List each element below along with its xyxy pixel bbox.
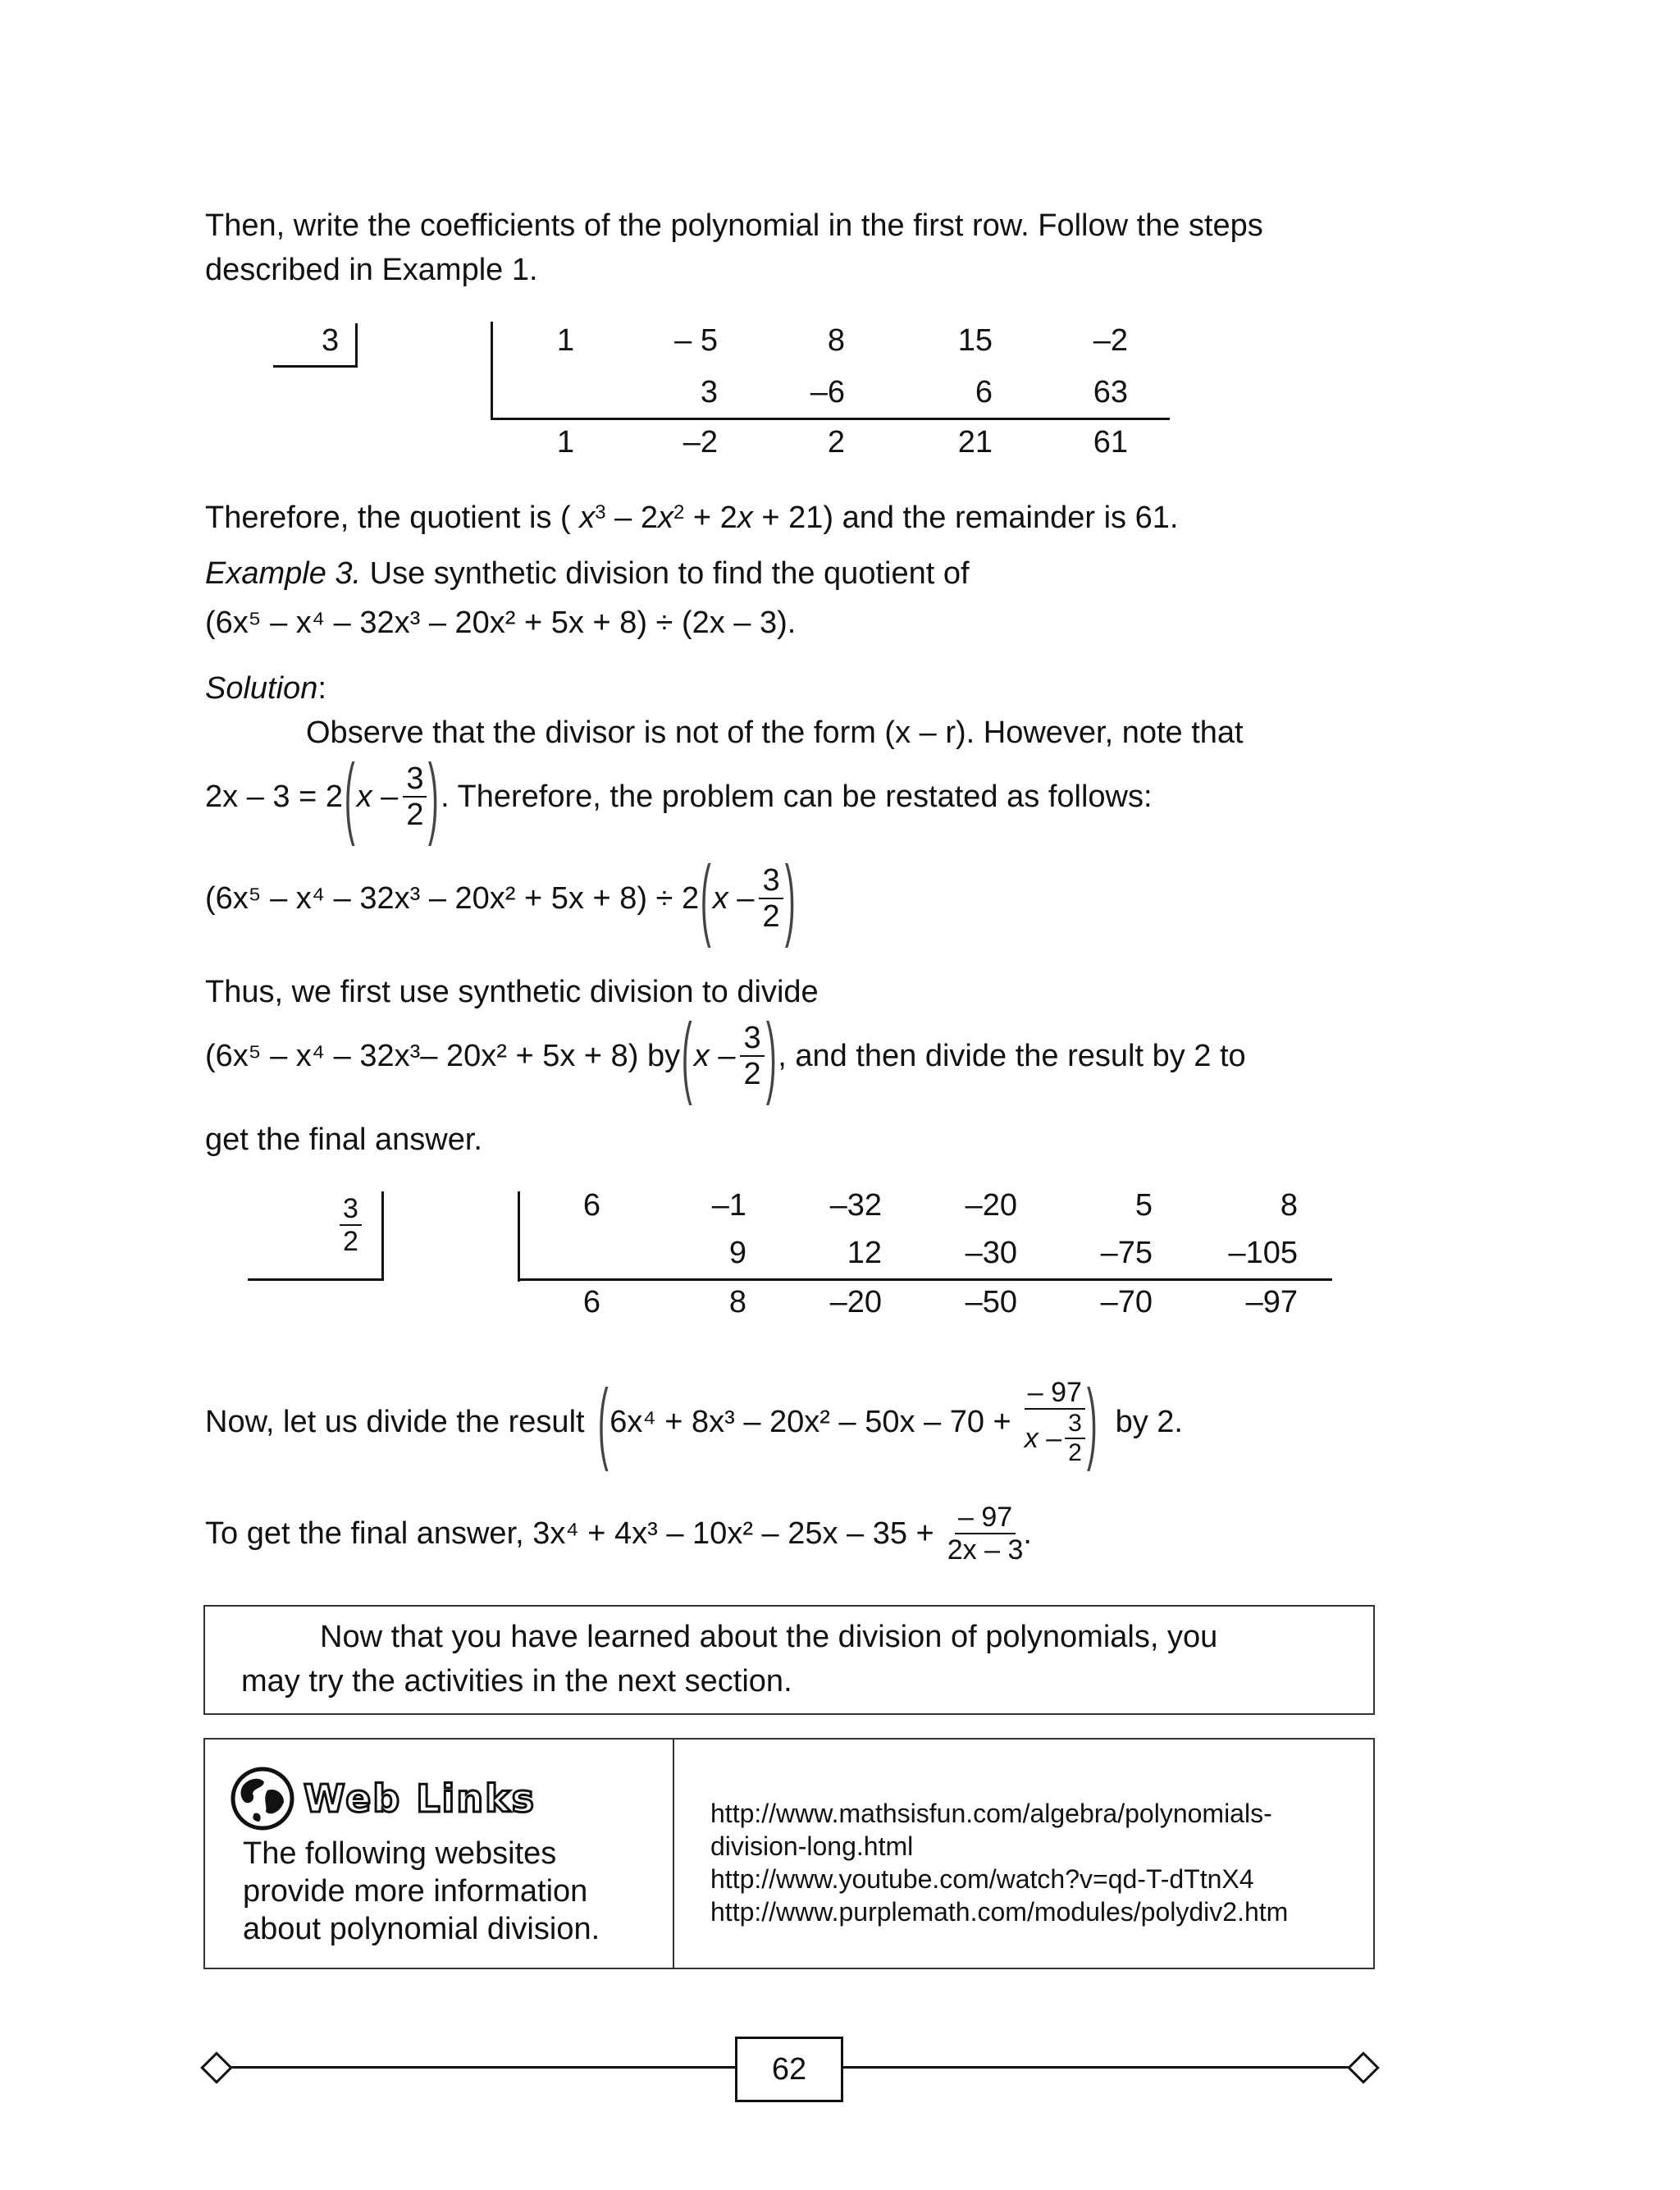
table1-hline bbox=[491, 418, 1170, 420]
t2-r2-c4: –30 bbox=[965, 1236, 1017, 1270]
web-links-title: Web Links bbox=[304, 1776, 536, 1821]
t2-r1-c5: 5 bbox=[1134, 1188, 1153, 1223]
t2-r2-c6: –105 bbox=[1228, 1236, 1298, 1270]
web-links-desc-1: The following websites bbox=[243, 1836, 557, 1871]
note-box bbox=[203, 1605, 1375, 1715]
t2-r2-c2: 9 bbox=[728, 1236, 746, 1270]
t2-r3-c1: 6 bbox=[582, 1285, 600, 1319]
t2-r3-c2: 8 bbox=[728, 1285, 746, 1319]
t1-r3-c2: –2 bbox=[682, 425, 718, 459]
page-number: 62 bbox=[735, 2037, 843, 2102]
footer-diamond-right bbox=[1347, 2051, 1380, 2084]
t1-r2-c2: 3 bbox=[700, 375, 718, 409]
t2-r1-c3: –32 bbox=[829, 1188, 882, 1223]
t2-r2-c3: 12 bbox=[847, 1236, 882, 1270]
globe-icon bbox=[230, 1766, 295, 1831]
therefore-line: Therefore, the quotient is ( $x^3 - 2x^2 + 2x + 21$) and the remainder is 61. bbox=[205, 501, 1179, 535]
web-links-header bbox=[230, 1766, 536, 1831]
divisor-hline bbox=[273, 365, 358, 368]
t2-r3-c3: –20 bbox=[829, 1285, 882, 1319]
divisor-vline bbox=[355, 323, 358, 366]
note-line-2: may try the activities in the next section. bbox=[241, 1664, 792, 1699]
t1-r3-c1: 1 bbox=[556, 425, 574, 459]
link-youtube[interactable]: http://www.youtube.com/watch?v=qd-T-dTtnX4 bbox=[710, 1864, 1254, 1894]
link-mathsisfun[interactable] bbox=[710, 1797, 1272, 1863]
divisor-fraction: $\frac{3}{2}$ bbox=[340, 1195, 362, 1255]
t2-r1-c2: –1 bbox=[711, 1188, 746, 1223]
divide-line: (6x⁵ – x⁴ – 32x³– 20x² + 5x + 8) by ( x – $\frac{3}{2}$ ) , and then divide the result by 2 to bbox=[205, 1005, 1246, 1106]
final-answer-line: To get the final answer, 3x⁴ + 4x³ – 10x² – 25x – 35 + $\frac{- 97}{2x - 3}$ . bbox=[205, 1502, 1032, 1566]
example-3-expression: (6x⁵ – x⁴ – 32x³ – 20x² + 5x + 8) ÷ (2x – 3). bbox=[205, 606, 797, 640]
solution-label: Solution: bbox=[205, 671, 326, 706]
t1-r1-c2: – 5 bbox=[674, 323, 718, 358]
t1-r1-c1: 1 bbox=[556, 323, 574, 358]
intro-line-1: Then, write the coefficients of the polynomial in the first row. Follow the steps bbox=[205, 208, 1263, 243]
restated-expression: (6x⁵ – x⁴ – 32x³ – 20x² + 5x + 8) ÷ 2 ( x – $\frac{3}{2}$ ) bbox=[205, 848, 796, 949]
t2-r1-c4: –20 bbox=[965, 1188, 1017, 1223]
t2-r1-c6: 8 bbox=[1280, 1188, 1298, 1223]
divisor-hline bbox=[248, 1278, 384, 1281]
t2-r1-c1: 6 bbox=[582, 1188, 600, 1223]
final-answer-intro: get the final answer. bbox=[205, 1122, 482, 1157]
now-divide-line: Now, let us divide the result ( 6x⁴ + 8x³ – 20x² – 50x – 70 + – 97 x – $\frac{3}{2}$ ) by 2. bbox=[205, 1371, 1183, 1472]
t2-r3-c5: –70 bbox=[1100, 1285, 1153, 1319]
t1-r2-c3: –6 bbox=[810, 375, 845, 409]
web-links-divider bbox=[673, 1740, 674, 1968]
thus-line: Thus, we first use synthetic division to divide bbox=[205, 975, 819, 1009]
t1-r3-c3: 2 bbox=[827, 425, 845, 459]
link-mathsisfun-part1[interactable]: http://www.mathsisfun.com/algebra/polynomials- bbox=[710, 1799, 1272, 1828]
web-links-desc-3: about polynomial division. bbox=[243, 1912, 600, 1946]
t2-r2-c5: –75 bbox=[1100, 1236, 1153, 1270]
restate-line: 2x – 3 = 2 ( x – $\frac{3}{2}$ ) . Therefore, the problem can be restated as follows: bbox=[205, 746, 1153, 847]
intro-line-2: described in Example 1. bbox=[205, 253, 538, 287]
link-mathsisfun-part2[interactable]: division-long.html bbox=[710, 1831, 914, 1861]
divisor-vline bbox=[381, 1191, 384, 1280]
t1-r3-c5: 61 bbox=[1093, 425, 1128, 459]
table2-hline bbox=[518, 1278, 1332, 1281]
example-3-heading: Example 3. Use synthetic division to find the quotient of bbox=[205, 556, 970, 591]
link-purplemath[interactable]: http://www.purplemath.com/modules/polydiv2.htm bbox=[710, 1897, 1289, 1927]
t1-r1-c3: 8 bbox=[827, 323, 845, 358]
divisor: 3 bbox=[322, 323, 340, 358]
t1-r1-c5: –2 bbox=[1093, 323, 1128, 358]
observe-line: Observe that the divisor is not of the form (x – r). However, note that bbox=[306, 716, 1244, 750]
t1-r1-c4: 15 bbox=[957, 323, 993, 358]
footer-line-right bbox=[838, 2066, 1363, 2069]
t2-r3-c6: –97 bbox=[1245, 1285, 1298, 1319]
note-line-1: Now that you have learned about the division of polynomials, you bbox=[320, 1620, 1218, 1654]
footer-diamond-left bbox=[200, 2051, 233, 2084]
t1-r2-c5: 63 bbox=[1093, 375, 1128, 409]
t1-r2-c4: 6 bbox=[975, 375, 993, 409]
t1-r3-c4: 21 bbox=[957, 425, 993, 459]
web-links-box bbox=[203, 1738, 1375, 1969]
web-links-desc-2: provide more information bbox=[243, 1874, 588, 1909]
footer-line-left bbox=[215, 2066, 740, 2069]
t2-r3-c4: –50 bbox=[965, 1285, 1017, 1319]
